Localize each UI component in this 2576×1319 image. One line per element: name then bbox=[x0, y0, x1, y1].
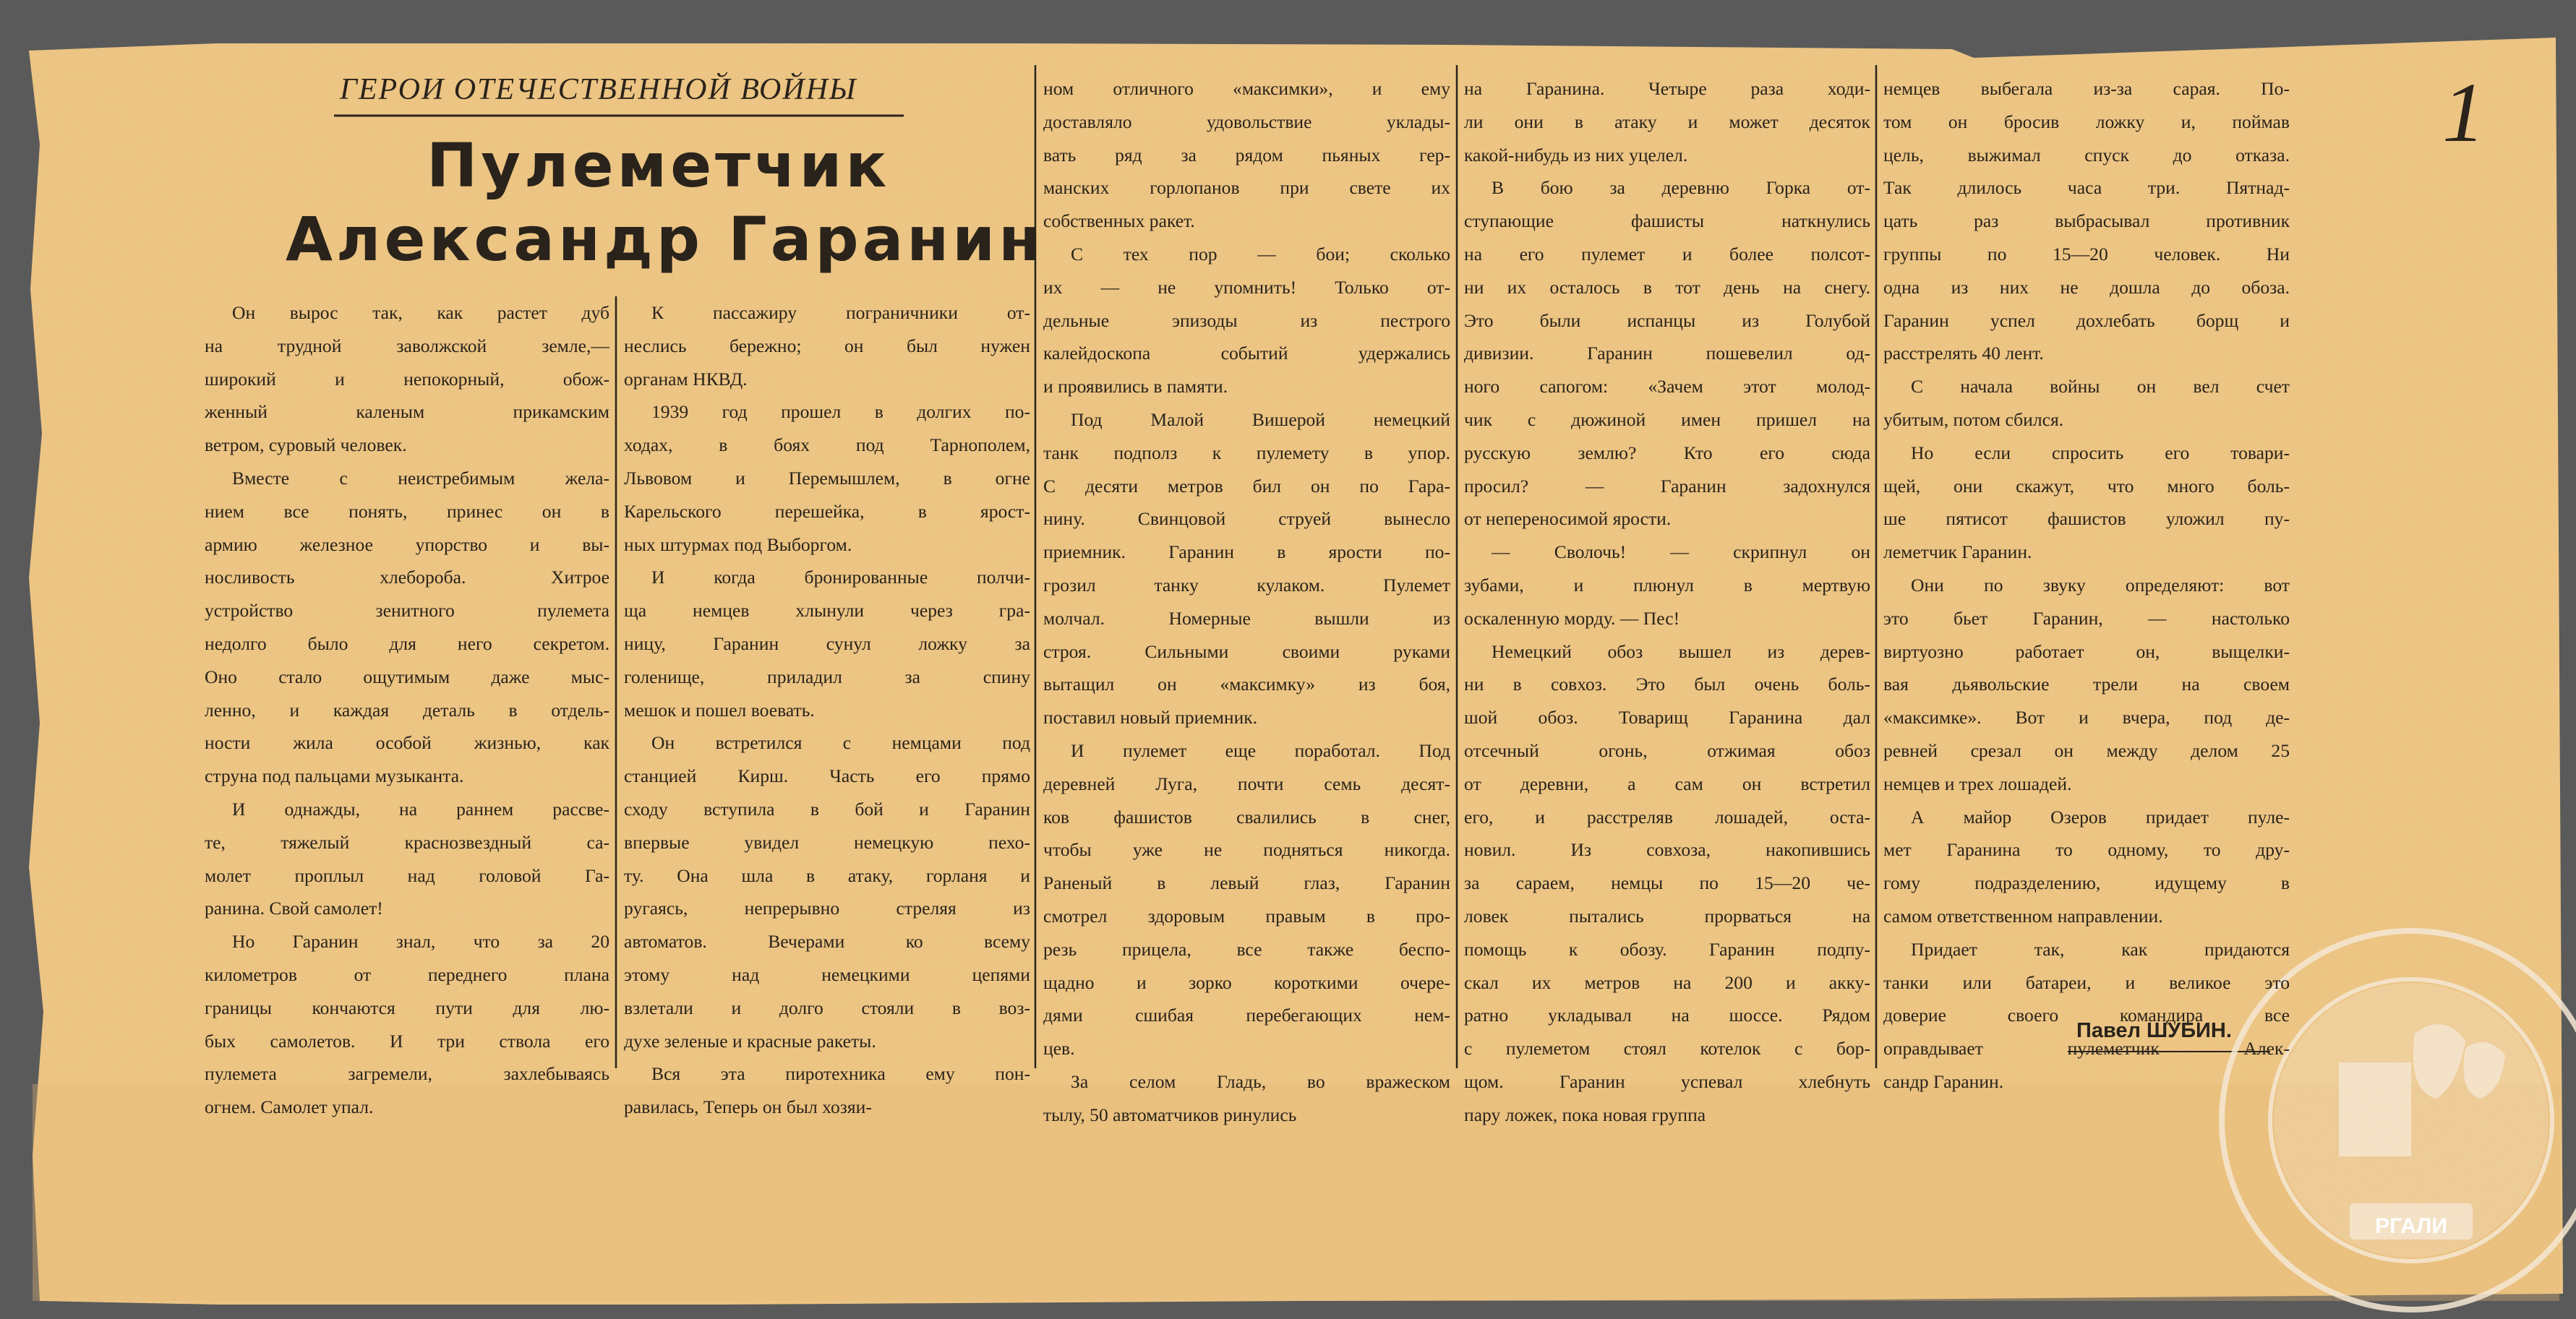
article-line: И однажды, на раннем рассве- bbox=[232, 798, 609, 820]
article-line: щей, они скажут, что много боль- bbox=[1883, 475, 2290, 497]
article-line: органам НКВД. bbox=[624, 368, 748, 390]
article-line: деревней Луга, почти семь десят- bbox=[1043, 773, 1450, 794]
article-line: Это были испанцы из Голубой bbox=[1464, 309, 1870, 331]
article-column-3 bbox=[1043, 72, 1450, 1132]
article-line: расстрелять 40 лент. bbox=[1883, 343, 2044, 364]
article-line: ленно, и каждая деталь в отдель- bbox=[205, 699, 609, 721]
article-line: И пулемет еще поработал. Под bbox=[1071, 739, 1450, 761]
article-line: самом ответственном направлении. bbox=[1883, 905, 2163, 927]
article-line: мешок и пошел воевать. bbox=[624, 699, 815, 721]
article-line: сходу вступила в бой и Гаранин bbox=[624, 798, 1030, 820]
article-line: ни в совхоз. Это был очень боль- bbox=[1464, 674, 1870, 695]
article-line: Но Гаранин знал, что за 20 bbox=[232, 931, 609, 953]
article-line: манских горлопанов при свете их bbox=[1043, 177, 1450, 199]
article-line: щадно и зорко короткими очере- bbox=[1043, 971, 1450, 993]
article-line: немцев и трех лошадей. bbox=[1883, 773, 2072, 794]
article-line: оскаленную морду. — Пес! bbox=[1464, 607, 1680, 629]
article-line: А майор Озеров придает пуле- bbox=[1911, 806, 2290, 828]
article-column-5 bbox=[1883, 72, 2290, 1099]
article-line: и проявились в памяти. bbox=[1043, 376, 1228, 398]
article-line: ща немцев хлынули через гра- bbox=[624, 600, 1030, 622]
stamp-label: РГАЛИ bbox=[2375, 1214, 2447, 1238]
article-line: ступающие фашисты наткнулись bbox=[1464, 210, 1870, 232]
article-line: дями сшибая перебегающих нем- bbox=[1043, 1005, 1450, 1026]
article-line: вать ряд за рядом пьяных гер- bbox=[1043, 144, 1450, 166]
article-line: немцев выбегала из-за сарая. По- bbox=[1883, 78, 2290, 99]
article-line: ветром, суровый человек. bbox=[205, 434, 407, 456]
article-line: В бою за деревню Горка от- bbox=[1492, 177, 1870, 199]
article-line: ловек пытались прорваться на bbox=[1464, 905, 1870, 927]
article-line: Придает так, как придаются bbox=[1911, 938, 2290, 960]
article-line: щом. Гаранин успевал хлебнуть bbox=[1464, 1070, 1870, 1092]
article-line: Гаранин успел дохлебать борщ и bbox=[1883, 309, 2290, 331]
article-line: огнем. Самолет упал. bbox=[205, 1096, 374, 1118]
article-line: ругаясь, непрерывно стреляя из bbox=[624, 898, 1030, 919]
article-line: Они по звуку определяют: вот bbox=[1911, 574, 2290, 596]
article-line: их — не упомнить! Только от- bbox=[1043, 276, 1450, 298]
article-line: те, тяжелый краснозвездный са- bbox=[205, 831, 609, 853]
article-line: виртуозно работает он, выщелки- bbox=[1883, 640, 2290, 662]
article-line: бых самолетов. И три ствола его bbox=[205, 1030, 609, 1052]
article-line: носливость хлебороба. Хитрое bbox=[205, 567, 609, 588]
article-line: на Гаранина. Четыре раза ходи- bbox=[1464, 78, 1870, 99]
article-line: молет проплыл над головой Га- bbox=[205, 864, 609, 886]
article-title-line-2: Александр Гаранин bbox=[286, 204, 1045, 275]
article-line: дельные эпизоды из пестрого bbox=[1043, 309, 1450, 331]
article-line: нием все понять, принес он в bbox=[205, 500, 609, 522]
article-line: вытащил он «максимку» из боя, bbox=[1043, 674, 1450, 695]
article-line: русскую землю? Кто его сюда bbox=[1464, 442, 1870, 463]
article-line: гому подразделению, идущему в bbox=[1883, 872, 2290, 894]
article-line: это бьет Гаранин, — настолько bbox=[1883, 607, 2290, 629]
article-line: армию железное упорство и вы- bbox=[205, 533, 609, 555]
article-line: отсечный огонь, отжимая обоз bbox=[1464, 739, 1870, 761]
article-line: И когда бронированные полчи- bbox=[651, 567, 1030, 588]
rubric-heading: ГЕРОИ ОТЕЧЕСТВЕННОЙ ВОЙНЫ bbox=[340, 73, 857, 106]
article-line: ли они в атаку и может десяток bbox=[1464, 111, 1870, 132]
article-line: «максимке». Вот и вчера, под де- bbox=[1883, 707, 2290, 729]
article-line: доверие своего командира все bbox=[1883, 1005, 2290, 1026]
article-line: от деревни, а сам он встретил bbox=[1464, 773, 1870, 794]
article-line: скал их метров на 200 и акку- bbox=[1464, 971, 1870, 993]
article-line: Он вырос так, как растет дуб bbox=[232, 302, 609, 323]
article-line: ше пятисот фашистов уложил пу- bbox=[1883, 508, 2290, 530]
article-line: Раненый в левый глаз, Гаранин bbox=[1043, 872, 1450, 894]
article-line: автоматов. Вечерами ко всему bbox=[624, 931, 1030, 953]
article-line: одна из них не дошла до обоза. bbox=[1883, 276, 2290, 298]
article-line: ту. Она шла в атаку, горланя и bbox=[624, 864, 1030, 886]
article-line: духе зеленые и красные ракеты. bbox=[624, 1030, 876, 1052]
article-line: поставил новый приемник. bbox=[1043, 707, 1258, 729]
article-line: грозил танку кулаком. Пулемет bbox=[1043, 574, 1450, 596]
article-line: С тех пор — бои; сколько bbox=[1071, 243, 1450, 265]
article-line: ницу, Гаранин сунул ложку за bbox=[624, 632, 1030, 654]
article-line: Оно стало ощутимым даже мыс- bbox=[205, 666, 609, 687]
article-line: Карельского перешейка, в ярост- bbox=[624, 500, 1030, 522]
article-line: цев. bbox=[1043, 1038, 1075, 1060]
article-line: с пулеметом стоял котелок с бор- bbox=[1464, 1038, 1870, 1060]
article-line: 1939 год прошел в долгих по- bbox=[651, 401, 1030, 423]
article-line: Под Малой Вишерой немецкий bbox=[1071, 408, 1450, 430]
article-line: Немецкий обоз вышел из дерев- bbox=[1492, 640, 1870, 662]
article-line: чик с дюжиной имен пришел на bbox=[1464, 408, 1870, 430]
article-line: Вся эта пиротехника ему пон- bbox=[651, 1063, 1030, 1085]
article-line: этому над немецкими цепями bbox=[624, 963, 1030, 985]
article-line: зубами, и плюнул в мертвую bbox=[1464, 574, 1870, 596]
article-line: К пассажиру пограничники от- bbox=[651, 302, 1030, 323]
article-line: ности жила особой жизнью, как bbox=[205, 732, 609, 754]
article-line: резь прицела, все также беспо- bbox=[1043, 938, 1450, 960]
article-line: Но если спросить его товари- bbox=[1911, 442, 2290, 463]
article-line: приемник. Гаранин в ярости по- bbox=[1043, 541, 1450, 563]
article-line: группы по 15—20 человек. Ни bbox=[1883, 243, 2290, 265]
article-line: новил. Из совхоза, накопившись bbox=[1464, 839, 1870, 861]
article-line: женный каленым прикамским bbox=[205, 401, 609, 423]
article-line: широкий и непокорный, обож- bbox=[205, 368, 609, 390]
article-line: на трудной заволжской земле,— bbox=[205, 335, 609, 356]
article-line: равилась, Теперь он был хозяи- bbox=[624, 1096, 872, 1118]
article-line: смотрел здоровым правым в про- bbox=[1043, 905, 1450, 927]
article-line: за сараем, немцы по 15—20 че- bbox=[1464, 872, 1870, 894]
article-line: ных штурмах под Выборгом. bbox=[624, 533, 852, 555]
article-line: ном отличного «максимки», и ему bbox=[1043, 78, 1450, 99]
article-line: мет Гаранина то одному, то дру- bbox=[1883, 839, 2290, 861]
article-line: сандр Гаранин. bbox=[1883, 1070, 2004, 1092]
article-line: станцией Кирш. Часть его прямо bbox=[624, 765, 1030, 787]
article-line: нину. Свинцовой струей вынесло bbox=[1043, 508, 1450, 530]
article-line: танки или батареи, и великое это bbox=[1883, 971, 2290, 993]
article-line: неслись бережно; он был нужен bbox=[624, 335, 1030, 356]
article-line: тылу, 50 автоматчиков ринулись bbox=[1043, 1104, 1297, 1125]
article-line: взлетали и долго стояли в воз- bbox=[624, 997, 1030, 1018]
article-line: впервые увидел немецкую пехо- bbox=[624, 831, 1030, 853]
article-line: вая дьявольские трели на своем bbox=[1883, 674, 2290, 695]
article-line: цель, выжимал спуск до отказа. bbox=[1883, 144, 2290, 166]
handwritten-page-number: 1 bbox=[2442, 65, 2485, 160]
article-line: просил? — Гаранин задохнулся bbox=[1464, 475, 1870, 497]
article-line: голенище, приладил за спину bbox=[624, 666, 1030, 687]
author-signature: Павел ШУБИН. bbox=[2076, 1019, 2232, 1042]
article-line: чтобы уже не подняться никогда. bbox=[1043, 839, 1450, 861]
article-line: ков фашистов свалились в снег, bbox=[1043, 806, 1450, 828]
article-line: шой обоз. Товарищ Гаранина дал bbox=[1464, 707, 1870, 729]
article-line: Так длилось часа три. Пятнад- bbox=[1883, 177, 2290, 199]
article-line: молчал. Номерные вышли из bbox=[1043, 607, 1450, 629]
article-line: собственных ракет. bbox=[1043, 210, 1195, 232]
article-line: струна под пальцами музыканта. bbox=[205, 765, 464, 787]
article-line: какой-нибудь из них уцелел. bbox=[1464, 144, 1688, 166]
article-line: С десяти метров бил он по Гара- bbox=[1043, 475, 1450, 497]
article-line: Он встретился с немцами под bbox=[651, 732, 1030, 754]
article-line: цать раз выбрасывал противник bbox=[1883, 210, 2290, 232]
article-line: калейдоскопа событий удержались bbox=[1043, 343, 1450, 364]
article-title-line-1: Пулеметчик bbox=[427, 130, 891, 201]
article-line: его, и расстреляв лошадей, оста- bbox=[1464, 806, 1870, 828]
article-line: ревней срезал он между делом 25 bbox=[1883, 739, 2290, 761]
article-line: танк подполз к пулемету в упор. bbox=[1043, 442, 1450, 463]
article-line: ходах, в боях под Тарнополем, bbox=[624, 434, 1030, 456]
article-line: недолго было для него секретом. bbox=[205, 632, 609, 654]
article-line: ни их осталось в тот день на снегу. bbox=[1464, 276, 1870, 298]
article-line: доставляло удовольствие уклады- bbox=[1043, 111, 1450, 132]
article-line: строя. Сильными своими руками bbox=[1043, 640, 1450, 662]
article-line: пулемета загремели, захлебываясь bbox=[205, 1063, 609, 1085]
article-line: леметчик Гаранин. bbox=[1883, 541, 2032, 563]
article-column-1 bbox=[205, 296, 609, 1124]
article-line: ратно укладывал на шоссе. Рядом bbox=[1464, 1005, 1870, 1026]
article-line: С начала войны он вел счет bbox=[1911, 376, 2290, 398]
article-line: Вместе с неистребимым жела- bbox=[232, 467, 609, 489]
article-line: устройство зенитного пулемета bbox=[205, 600, 609, 622]
article-line: том он бросив ложку и, поймав bbox=[1883, 111, 2290, 132]
article-line: пару ложек, пока новая группа bbox=[1464, 1104, 1706, 1125]
article-line: от непереносимой ярости. bbox=[1464, 508, 1672, 530]
article-line: убитым, потом сбился. bbox=[1883, 408, 2064, 430]
article-column-2 bbox=[624, 296, 1030, 1124]
article-line: на его пулемет и более полсот- bbox=[1464, 243, 1870, 265]
article-line: — Сволочь! — скрипнул он bbox=[1492, 541, 1870, 563]
article-line: ранина. Свой самолет! bbox=[205, 898, 383, 919]
article-line: дивизии. Гаранин пошевелил од- bbox=[1464, 343, 1870, 364]
article-column-4 bbox=[1464, 72, 1870, 1132]
article-line: помощь к обозу. Гаранин подпу- bbox=[1464, 938, 1870, 960]
article-line: километров от переднего плана bbox=[205, 963, 609, 985]
article-line: границы кончаются пути для лю- bbox=[205, 997, 609, 1018]
article-line: За селом Гладь, во вражеском bbox=[1071, 1070, 1450, 1092]
article-line: оправдывает пулеметчик Алек- bbox=[1883, 1038, 2290, 1060]
article-line: ного сапогом: «Зачем этот молод- bbox=[1464, 376, 1870, 398]
article-line: Львовом и Перемышлем, в огне bbox=[624, 467, 1030, 489]
